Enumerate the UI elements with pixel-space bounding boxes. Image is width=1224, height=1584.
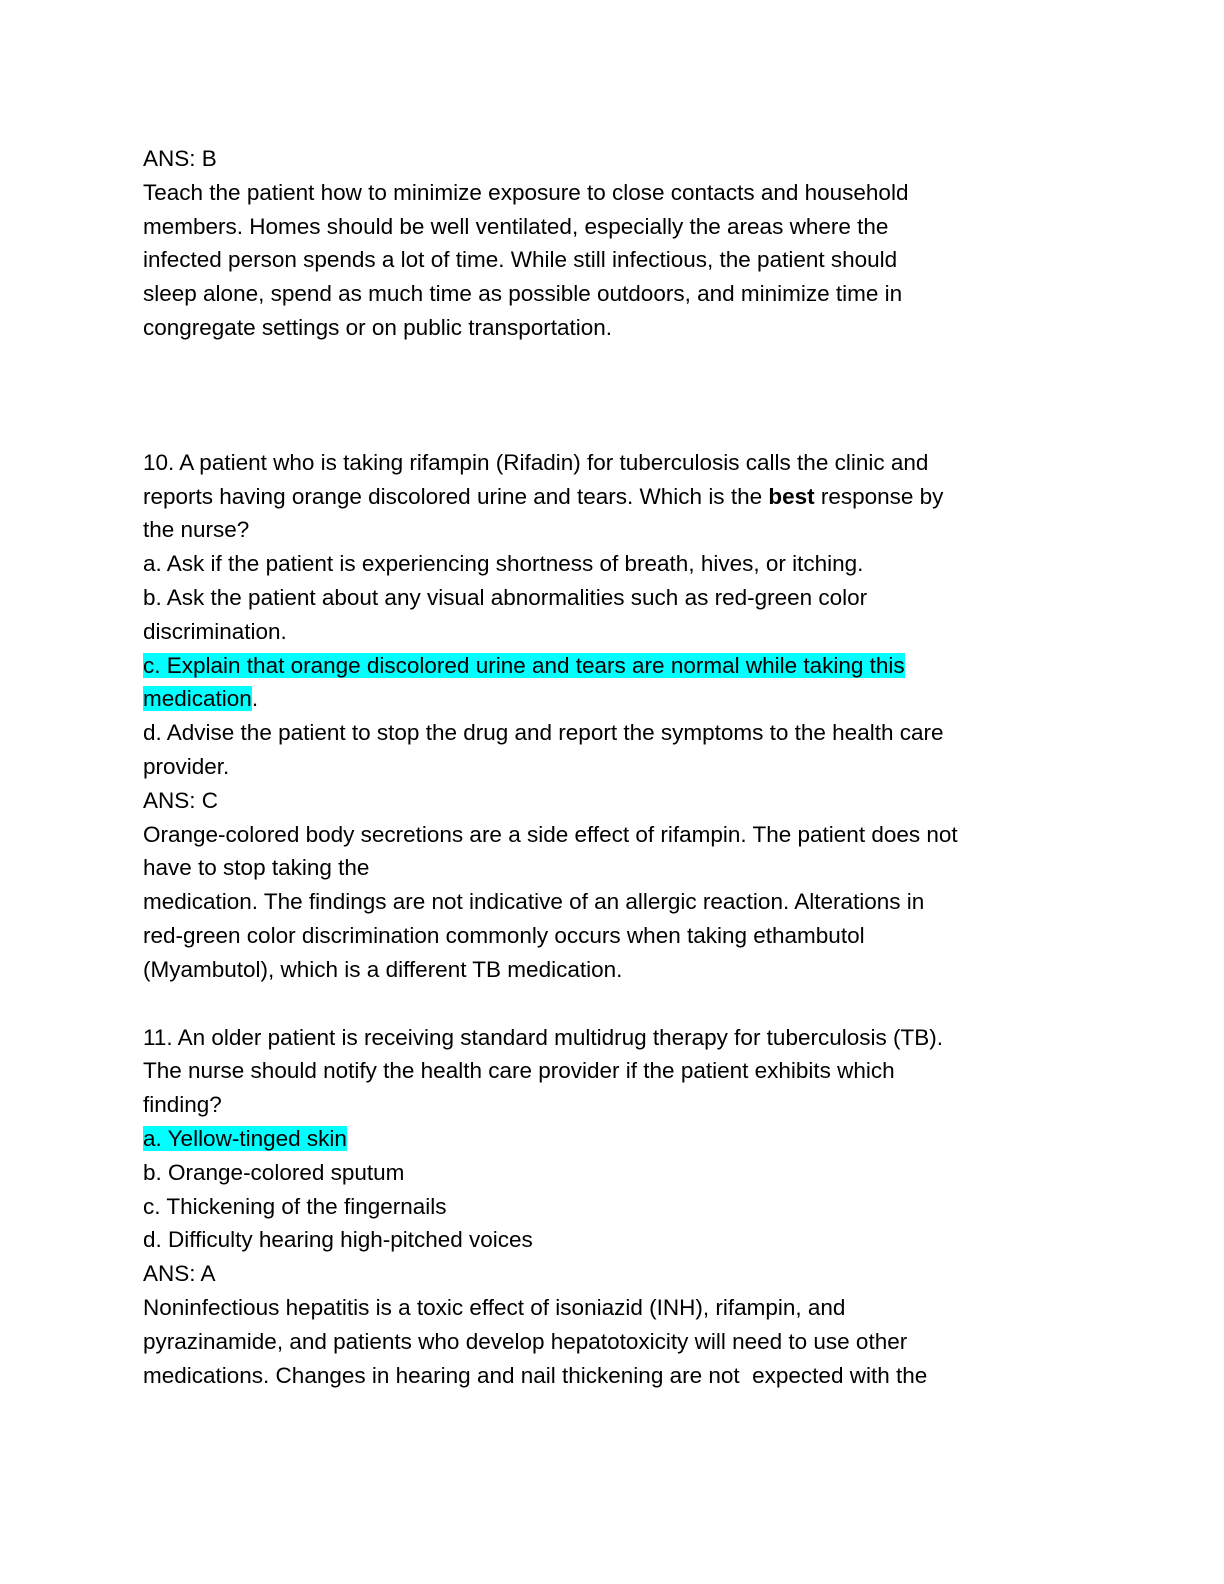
question-10-option-c (143, 682, 1083, 716)
page-content (143, 142, 1083, 1392)
rationale-line: Orange-colored body secretions are a side effect of rifampin. The patient does not (143, 821, 958, 847)
highlighted-answer: medication (143, 686, 252, 712)
option-text: . (251, 686, 259, 712)
rationale-line: medication. The findings are not indicative of an allergic reaction. Alterations in (143, 889, 925, 915)
rationale-line: pyrazinamide, and patients who develop hepatotoxicity will need to use other (143, 1328, 908, 1354)
rationale-line: members. Homes should be well ventilated, especially the areas where the (143, 213, 889, 239)
rationale-line: (Myambutol), which is a different TB medication. (143, 956, 623, 982)
answer-line: ANS: C (143, 787, 219, 813)
question-10-option-d: provider. (143, 753, 230, 779)
rationale-line: Teach the patient how to minimize exposure to close contacts and household (143, 179, 909, 205)
rationale-line: sleep alone, spend as much time as possible outdoors, and minimize time in (143, 281, 903, 307)
question-10-stem: the nurse? (143, 517, 250, 543)
question-11-option-b: b. Orange-colored sputum (143, 1159, 405, 1185)
answer-line: ANS: B (143, 146, 217, 171)
stem-text: reports having orange discolored urine and tears. Which is the (143, 483, 769, 509)
rationale-line: congregate settings or on public transportation. (143, 314, 613, 340)
rationale-line: Noninfectious hepatitis is a toxic effect of isoniazid (INH), rifampin, and (143, 1294, 846, 1320)
question-10-option-d: d. Advise the patient to stop the drug and report the symptoms to the health care (143, 720, 944, 746)
highlighted-answer: c. Explain that orange discolored urine and tears are normal while taking this (143, 652, 905, 678)
spacer (143, 345, 1083, 446)
question-11-option-d: d. Difficulty hearing high-pitched voices (143, 1227, 533, 1253)
rationale-line: infected person spends a lot of time. While still infectious, the patient should (143, 247, 898, 273)
question-10-option-a: a. Ask if the patient is experiencing shortness of breath, hives, or itching. (143, 551, 864, 577)
rationale-line: have to stop taking the (143, 855, 370, 881)
question-10-option-c (143, 649, 1083, 683)
stem-text: response by (814, 483, 944, 509)
spacer (143, 987, 1083, 1021)
emphasis-best: best (768, 483, 815, 509)
question-11-stem: finding? (143, 1092, 222, 1118)
question-10-stem: 10. A patient who is taking rifampin (Rifadin) for tuberculosis calls the clinic and (143, 449, 929, 475)
question-11-stem: 11. An older patient is receiving standard multidrug therapy for tuberculosis (TB). (143, 1024, 943, 1050)
highlighted-answer: a. Yellow-tinged skin (143, 1125, 347, 1151)
question-11-option-c: c. Thickening of the fingernails (143, 1193, 447, 1219)
rationale-line: red-green color discrimination commonly occurs when taking ethambutol (143, 922, 865, 948)
rationale-line: medications. Changes in hearing and nail thickening are not expected with the (143, 1362, 928, 1388)
question-10-option-b: b. Ask the patient about any visual abnormalities such as red-green color (143, 584, 868, 610)
question-10-option-b: discrimination. (143, 618, 287, 644)
answer-line: ANS: A (143, 1261, 216, 1287)
question-10-stem (143, 480, 1083, 514)
question-11-option-a (143, 1122, 1083, 1156)
question-11-stem: The nurse should notify the health care provider if the patient exhibits which (143, 1058, 895, 1084)
